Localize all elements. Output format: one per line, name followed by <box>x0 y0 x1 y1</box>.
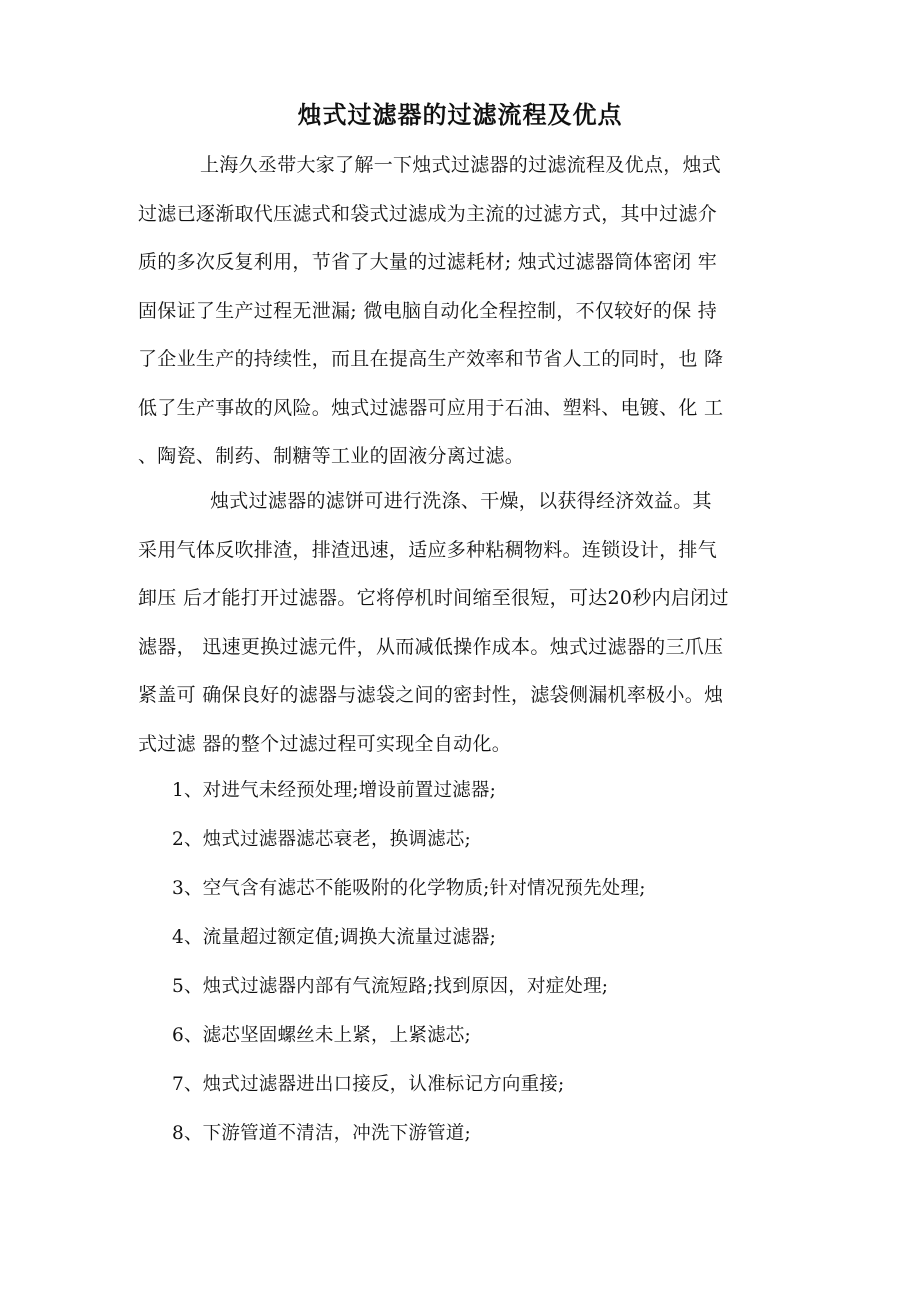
paragraph-line: 卸压 后才能打开过滤器。它将停机时间缩至很短，可达20秒内启闭过 <box>138 587 729 609</box>
list-item: 8、下游管道不清洁，冲洗下游管道; <box>172 1123 471 1144</box>
list-item: 7、烛式过滤器进出口接反，认准标记方向重接; <box>172 1074 565 1095</box>
paragraph-line: 烛式过滤器的滤饼可进行洗涤、干燥，以获得经济效益。其 <box>210 490 712 512</box>
paragraph-line: 上海久丞带大家了解一下烛式过滤器的过滤流程及优点，烛式 <box>200 154 722 176</box>
paragraph-line: 紧盖可 确保良好的滤器与滤袋之间的密封性，滤袋侧漏机率极小。烛 <box>138 684 724 706</box>
paragraph-intro <box>138 141 794 481</box>
paragraph-line: 质的多次反复利用，节省了大量的过滤耗材; 烛式过滤器筒体密闭 牢 <box>138 251 718 273</box>
paragraph-line: 式过滤 器的整个过滤过程可实现全自动化。 <box>138 732 512 755</box>
paragraph-line: 过滤已逐渐取代压滤式和袋式过滤成为主流的过滤方式，其中过滤介 <box>138 202 718 225</box>
list-item: 1、对进气未经预处理;增设前置过滤器; <box>172 780 497 801</box>
list-item: 6、滤芯坚固螺丝未上紧，上紧滤芯; <box>172 1025 471 1046</box>
paragraph-line: 低了生产事故的风险。烛式过滤器可应用于石油、塑料、电镀、化 工 <box>138 396 724 419</box>
paragraph-advantages <box>138 477 794 768</box>
paragraph-line: 了企业生产的持续性，而且在提高生产效率和节省人工的同时，也 降 <box>138 348 724 370</box>
list-item: 3、空气含有滤芯不能吸附的化学物质;针对情况预先处理; <box>172 878 646 899</box>
list-item: 5、烛式过滤器内部有气流短路;找到原因，对症处理; <box>172 976 609 997</box>
list-item: 2、烛式过滤器滤芯衰老，换调滤芯; <box>172 829 471 850</box>
paragraph-line: 、陶瓷、制药、制糖等工业的固液分离过滤。 <box>138 445 525 467</box>
troubleshooting-list <box>172 766 792 1158</box>
paragraph-line: 固保证了生产过程无泄漏; 微电脑自动化全程控制，不仅较好的保 持 <box>138 299 718 322</box>
paragraph-line: 滤器， 迅速更换过滤元件，从而减低操作成本。烛式过滤器的三爪压 <box>138 635 724 658</box>
document-title: 烛式过滤器的过滤流程及优点 <box>297 101 623 129</box>
paragraph-line: 采用气体反吹排渣，排渣迅速，适应多种粘稠物料。连锁设计，排气 <box>138 538 718 561</box>
list-item: 4、流量超过额定值;调换大流量过滤器; <box>172 927 497 948</box>
